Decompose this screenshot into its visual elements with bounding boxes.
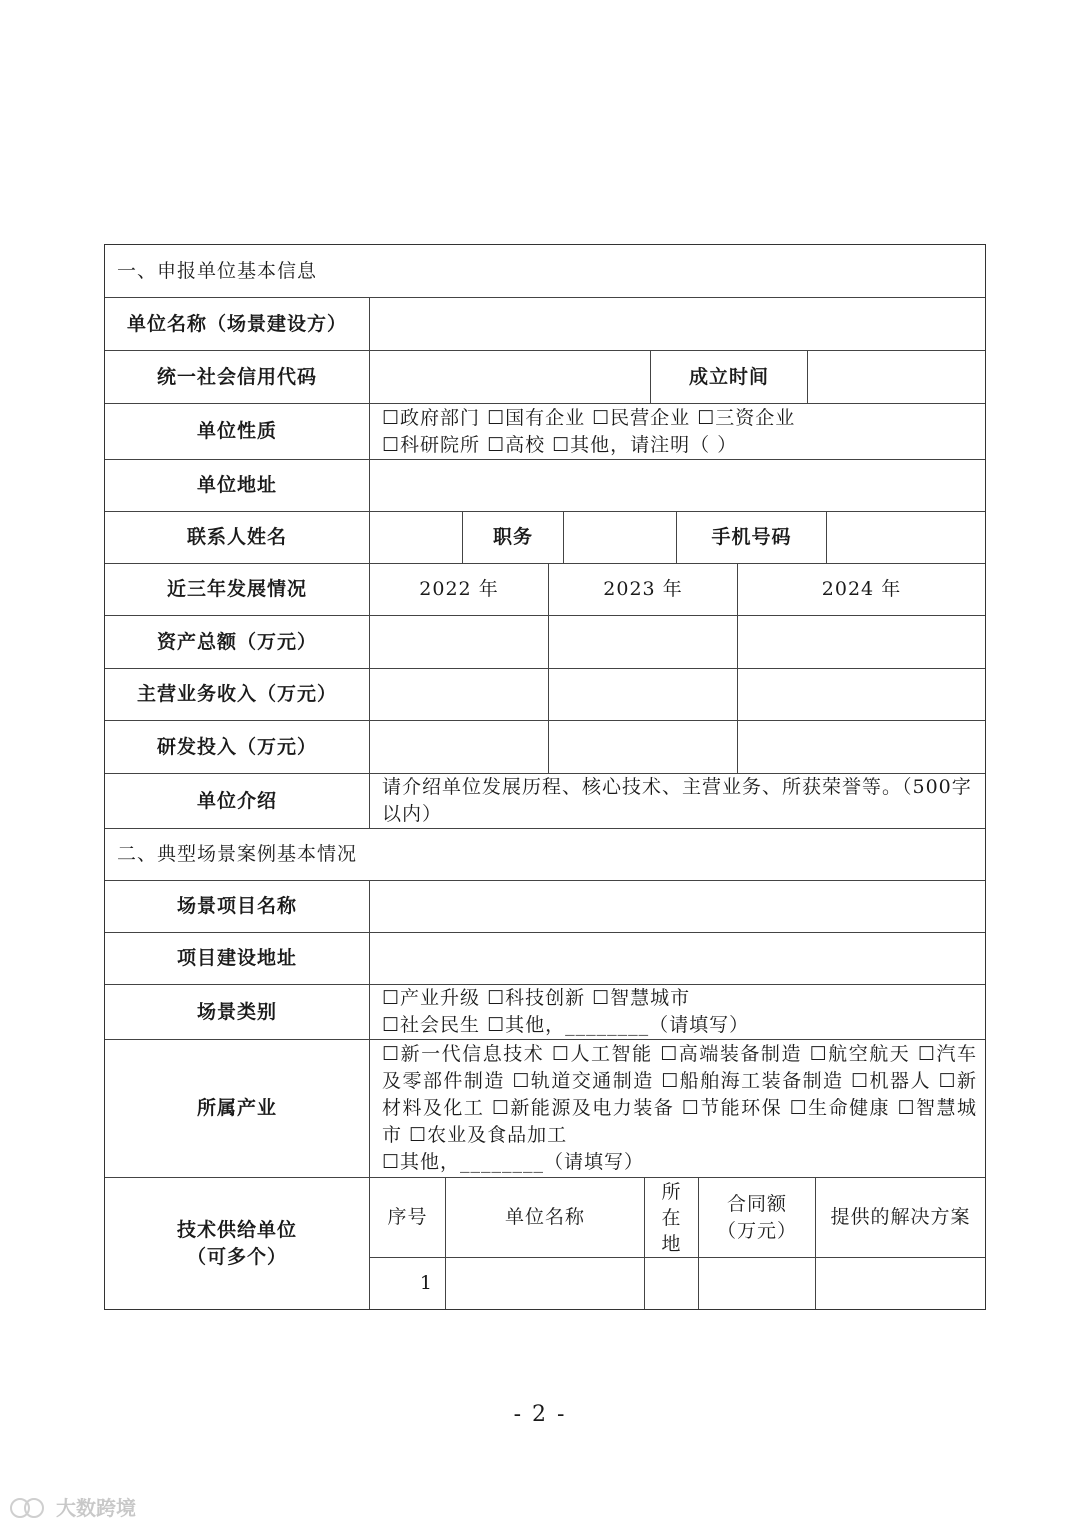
supplier-row-solution[interactable] — [816, 1258, 985, 1309]
phone-label: 手机号码 — [677, 512, 827, 564]
scene-type-label: 场景类别 — [105, 985, 370, 1040]
unit-type-line2[interactable]: ☐科研院所 ☐高校 ☐其他，请注明（ ） — [382, 433, 738, 456]
supplier-header-location: 所在地 — [645, 1178, 699, 1258]
founded-label: 成立时间 — [651, 351, 808, 404]
scene-type-line1[interactable]: ☐产业升级 ☐科技创新 ☐智慧城市 — [382, 987, 691, 1009]
credit-code-label: 统一社会信用代码 — [105, 351, 370, 404]
credit-code-field[interactable] — [370, 351, 651, 404]
unit-type-label: 单位性质 — [105, 404, 370, 460]
unit-type-line1[interactable]: ☐政府部门 ☐国有企业 ☐民营企业 ☐三资企业 — [382, 406, 796, 429]
supplier-row-no: 1 — [370, 1258, 446, 1309]
scene-address-field[interactable] — [370, 933, 985, 985]
rnd-2023[interactable] — [549, 721, 738, 774]
watermark-text: 大数跨境 — [56, 1496, 136, 1520]
scene-type-options[interactable] — [370, 985, 985, 1040]
assets-label: 资产总额（万元） — [105, 616, 370, 669]
intro-hint: 请介绍单位发展历程、核心技术、主营业务、所获荣誉等。（500字以内） — [382, 776, 972, 825]
unit-name-label: 单位名称（场景建设方） — [105, 298, 370, 351]
position-label: 职务 — [463, 512, 564, 564]
supplier-sublabel: （可多个） — [186, 1245, 287, 1268]
rnd-label: 研发投入（万元） — [105, 721, 370, 774]
scene-name-label: 场景项目名称 — [105, 881, 370, 933]
scene-type-line2[interactable]: ☐社会民生 ☐其他，________（请填写） — [382, 1014, 750, 1036]
supplier-row-name[interactable] — [446, 1258, 645, 1309]
revenue-2022[interactable] — [370, 669, 549, 721]
supplier-label: 技术供给单位 — [176, 1218, 297, 1241]
revenue-label: 主营业务收入（万元） — [105, 669, 370, 721]
rnd-2022[interactable] — [370, 721, 549, 774]
address-label: 单位地址 — [105, 460, 370, 512]
supplier-header-name: 单位名称 — [446, 1178, 645, 1258]
phone-field[interactable] — [827, 512, 985, 564]
industry-list[interactable]: ☐新一代信息技术 ☐人工智能 ☐高端装备制造 ☐航空航天 ☐汽车及零部件制造 ☐轨道交通制造 ☐船舶海工装备制造 ☐机器人 ☐新材料及化工 ☐新能源及电力装备 ☐节能环保 ☐生命健康 ☐智慧城市 ☐农业及食品加工 — [382, 1043, 977, 1146]
industry-other[interactable]: ☐其他，________（请填写） — [382, 1151, 645, 1173]
intro-field[interactable] — [370, 774, 985, 829]
dev-label: 近三年发展情况 — [105, 564, 370, 616]
unit-name-field[interactable] — [370, 298, 985, 351]
intro-label: 单位介绍 — [105, 774, 370, 829]
unit-type-options[interactable] — [370, 404, 985, 460]
assets-2024[interactable] — [738, 616, 985, 669]
scene-address-label: 项目建设地址 — [105, 933, 370, 985]
contact-name-label: 联系人姓名 — [105, 512, 370, 564]
supplier-row-location[interactable] — [645, 1258, 699, 1309]
rnd-2024[interactable] — [738, 721, 985, 774]
watermark — [10, 1492, 136, 1521]
assets-2022[interactable] — [370, 616, 549, 669]
watermark-logo-icon — [10, 1496, 50, 1518]
supplier-header-solution: 提供的解决方案 — [816, 1178, 985, 1258]
section2-title: 二、典型场景案例基本情况 — [105, 829, 985, 881]
industry-label: 所属产业 — [105, 1040, 370, 1178]
application-form — [104, 244, 986, 1310]
position-field[interactable] — [564, 512, 677, 564]
supplier-row-amount[interactable] — [699, 1258, 816, 1309]
address-field[interactable] — [370, 460, 985, 512]
dev-year-2024: 2024 年 — [738, 564, 985, 616]
industry-options[interactable] — [370, 1040, 985, 1178]
section1-title: 一、申报单位基本信息 — [105, 245, 985, 298]
contact-name-field[interactable] — [370, 512, 463, 564]
revenue-2023[interactable] — [549, 669, 738, 721]
founded-field[interactable] — [808, 351, 985, 404]
assets-2023[interactable] — [549, 616, 738, 669]
supplier-header-amount: 合同额（万元） — [699, 1178, 816, 1258]
dev-year-2022: 2022 年 — [370, 564, 549, 616]
dev-year-2023: 2023 年 — [549, 564, 738, 616]
revenue-2024[interactable] — [738, 669, 985, 721]
page-number: - 2 - — [513, 1402, 567, 1427]
supplier-header-no: 序号 — [370, 1178, 446, 1258]
scene-name-field[interactable] — [370, 881, 985, 933]
supplier-label-cell — [105, 1178, 370, 1309]
